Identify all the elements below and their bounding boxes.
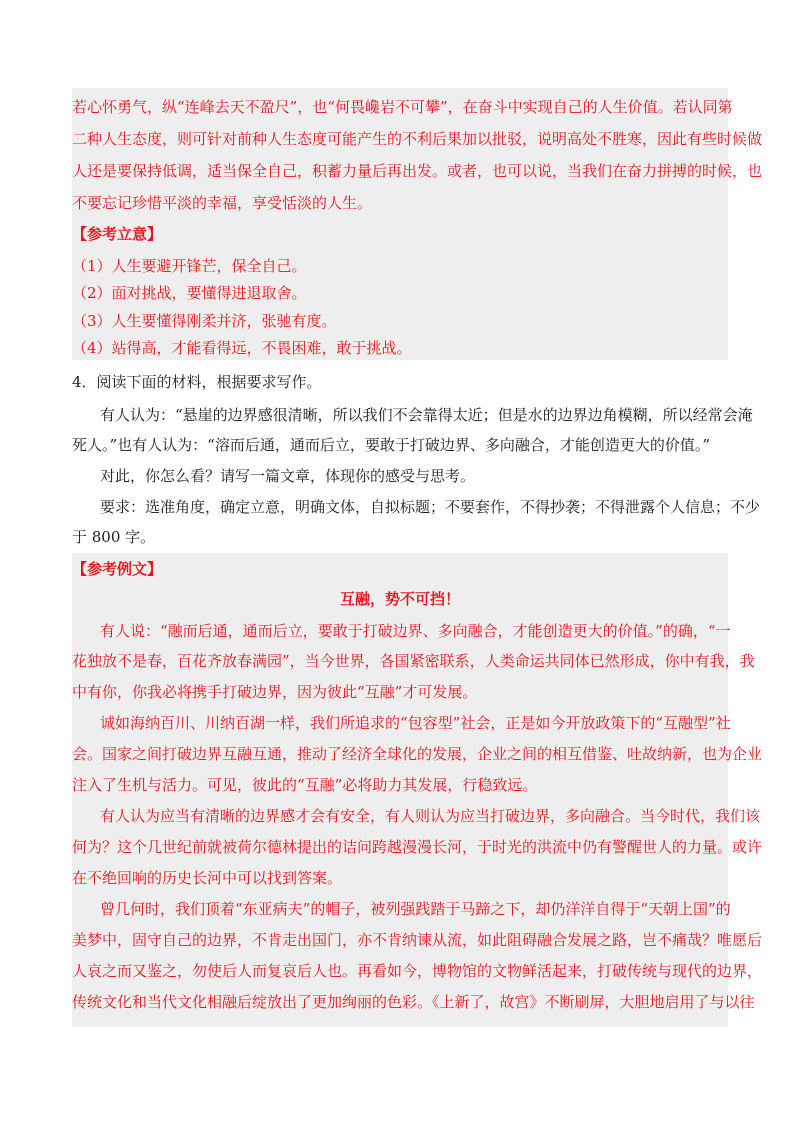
essay-title: 互融，势不可挡！ xyxy=(339,590,460,608)
answer-panel-a xyxy=(72,88,763,360)
answer-panel-b xyxy=(72,553,763,1027)
essay-line: 人哀之而又鉴之，勿使后人而复哀后人也。再看如今，博物馆的文物鲜活起来，打破传统与现代的边界， xyxy=(72,962,763,980)
essay-line: 传统文化和当代文化相融后绽放出了更加绚丽的色彩。《上新了，故宫》不断刷屏，大胆地启用了与以往 xyxy=(72,993,755,1011)
idea-point: （2）面对挑战，要懂得进退取舍。 xyxy=(72,284,307,302)
essay-line: 有人认为应当有清晰的边界感才会有安全，有人则认为应当打破边界，多向融合。当今时代，我们该 xyxy=(100,807,761,825)
essay-line: 曾几何时，我们顶着“东亚病夫”的帽子，被列强践踏于马蹄之下，却仍洋洋自得于“天朝上国”的 xyxy=(100,900,731,918)
essay-line: 注入了生机与活力。可见，彼此的“互融”必将助力其发展，行稳致远。 xyxy=(72,776,538,794)
material-line: 有人认为：“悬崖的边界感很清晰，所以我们不会靠得太近；但是水的边界边角模糊，所以经常会淹 xyxy=(100,406,753,424)
reference-idea-heading: 【参考立意】 xyxy=(72,225,163,243)
idea-point: （1）人生要避开锋芒，保全自己。 xyxy=(72,257,307,275)
analysis-line: 不要忘记珍惜平淡的幸福，享受恬淡的人生。 xyxy=(72,194,373,212)
idea-point: （4）站得高，才能看得远，不畏困难，敢于挑战。 xyxy=(72,339,412,357)
question-prompt: 对此，你怎么看？请写一篇文章，体现你的感受与思考。 xyxy=(100,467,476,485)
essay-line: 有人说：“融而后通，通而后立，要敢于打破边界、多向融合，才能创造更大的价值。”的确，“一 xyxy=(100,622,731,640)
question-title: 4．阅读下面的材料，根据要求写作。 xyxy=(72,373,322,391)
essay-line: 诚如海纳百川、川纳百湖一样，我们所追求的“包容型”社会，正是如今开放政策下的“互融型”社 xyxy=(100,714,731,732)
requirements-line: 于 800 字。 xyxy=(72,528,156,546)
idea-point: （3）人生要懂得刚柔并济，张驰有度。 xyxy=(72,312,337,330)
essay-line: 何为？这个几世纪前就被荷尔德林提出的诘问跨越漫漫长河，于时光的洪流中仍有警醒世人的力量。或许 xyxy=(72,838,763,856)
essay-line: 在不绝回响的历史长河中可以找到答案。 xyxy=(72,869,343,887)
essay-line: 花独放不是春，百花齐放春满园”，当今世界，各国紧密联系，人类命运共同体已然形成，你中有我，我 xyxy=(72,652,755,670)
requirements-line: 要求：选准角度，确定立意，明确文体，自拟标题；不要套作，不得抄袭；不得泄露个人信息；不少 xyxy=(100,498,761,516)
analysis-line: 人还是要保持低调，适当保全自己，积蓄力量后再出发。或者，也可以说，当我们在奋力拼搏的时候，也 xyxy=(72,162,763,180)
analysis-line: 若心怀勇气，纵“连峰去天不盈尺”，也“何畏巉岩不可攀”，在奋斗中实现自己的人生价值。若认同第 xyxy=(72,98,733,116)
material-line: 死人。”也有人认为：“溶而后通，通而后立，要敢于打破边界、多向融合，才能创造更大的价值。” xyxy=(72,436,711,454)
essay-line: 中有你，你我必将携手打破边界，因为彼此“互融”才可发展。 xyxy=(72,683,478,701)
analysis-line: 二种人生态度，则可针对前种人生态度可能产生的不利后果加以批驳，说明高处不胜寒，因此有些时候做 xyxy=(72,130,763,148)
essay-line: 美梦中，固守自己的边界，不肯走出国门，亦不肯纳谏从流，如此阻碍融合发展之路，岂不痛哉？唯愿后 xyxy=(72,931,763,949)
essay-line: 会。国家之间打破边界互融互通，推动了经济全球化的发展，企业之间的相互借鉴、吐故纳新，也为企业 xyxy=(72,745,763,763)
reference-essay-heading: 【参考例文】 xyxy=(72,560,163,578)
